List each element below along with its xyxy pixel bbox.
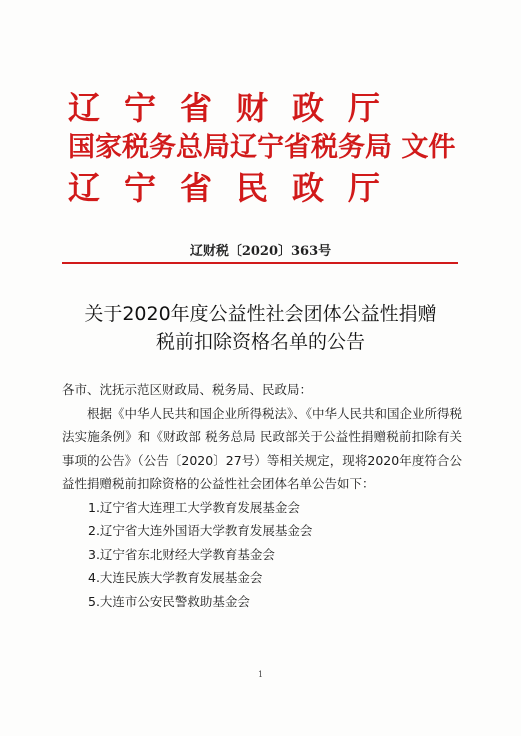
title-line-1: 关于2020年度公益性社会团体公益性捐赠	[84, 303, 437, 325]
document-body	[62, 378, 462, 613]
list-item: 1.辽宁省大连理工大学教育发展基金会	[88, 499, 300, 515]
masthead-line-tax-bureau: 国家税务总局辽宁省税务局 文件	[68, 132, 456, 163]
masthead-line-civil-affairs: 辽宁省民政厅	[68, 169, 405, 207]
salutation: 各市、沈抚示范区财政局、税务局、民政局：	[62, 382, 313, 397]
list-item: 5.大连市公安民警救助基金会	[88, 593, 250, 609]
document-number: 辽财税〔2020〕363号	[189, 244, 332, 259]
masthead-line-finance-department: 辽宁省财政厅	[68, 89, 405, 127]
main-paragraph: 根据《中华人民共和国企业所得税法》、《中华人民共和国企业所得税法实施条例》和《财政部 税务总局 民政部关于公益性捐赠税前扣除有关事项的公告》（公告〔2020〕27号）等相关规定，现将2020年度符合公益性捐赠税前扣除资格的公益性社会团体名单公告如下：	[62, 405, 463, 491]
title-line-2: 税前扣除资格名单的公告	[155, 331, 365, 353]
masthead	[68, 88, 468, 208]
red-divider-rule	[62, 262, 458, 264]
list-item: 3.辽宁省东北财经大学教育基金会	[88, 546, 275, 562]
document-title	[0, 300, 521, 356]
page-number: 1	[257, 670, 264, 679]
list-item: 4.大连民族大学教育发展基金会	[88, 570, 263, 585]
list-item: 2.辽宁省大连外国语大学教育发展基金会	[88, 523, 313, 538]
